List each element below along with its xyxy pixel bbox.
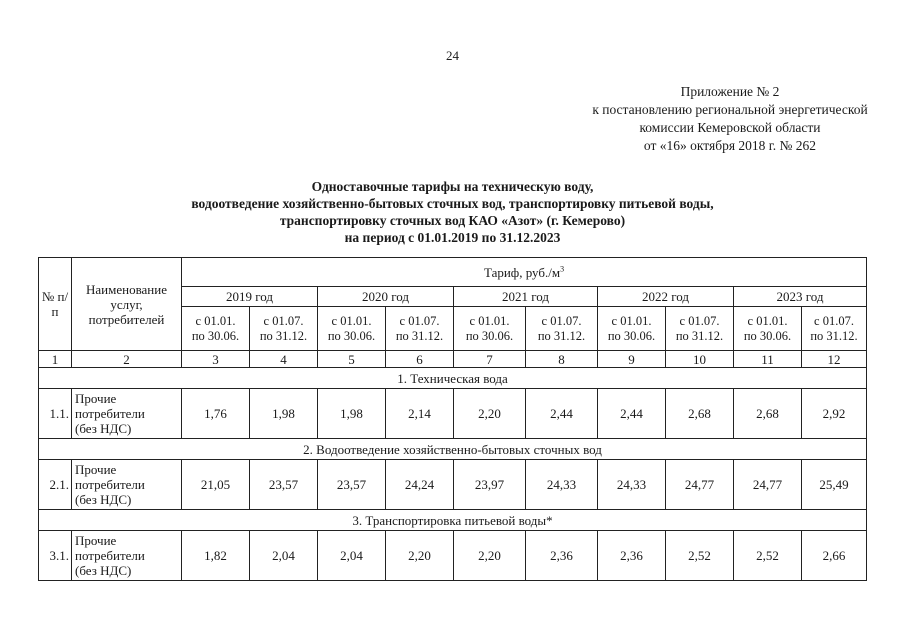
period-line: с 01.07. (399, 313, 440, 328)
tariff-value: 2,52 (734, 531, 802, 581)
tariff-value: 1,76 (182, 389, 250, 439)
column-number: 9 (598, 351, 666, 368)
period-line: с 01.01. (611, 313, 652, 328)
period-header (526, 307, 598, 351)
period-header (734, 307, 802, 351)
row-number: 3.1. (39, 531, 72, 581)
appendix-note (540, 83, 905, 155)
period-line: с 01.01. (469, 313, 510, 328)
period-line: с 01.07. (814, 313, 854, 328)
appendix-line: к постановлению региональной энергетической (592, 102, 868, 117)
tariff-unit-superscript: 3 (560, 264, 565, 274)
tariff-value: 2,20 (454, 389, 526, 439)
period-line: с 01.07. (263, 313, 304, 328)
tariff-value: 2,44 (598, 389, 666, 439)
header-tariff (182, 258, 867, 287)
tariff-value: 24,33 (598, 460, 666, 510)
column-number: 10 (666, 351, 734, 368)
column-number: 4 (250, 351, 318, 368)
tariff-value: 2,66 (802, 531, 867, 581)
column-number: 8 (526, 351, 598, 368)
period-line: с 01.01. (195, 313, 236, 328)
tariff-value: 23,57 (318, 460, 386, 510)
period-line: по 30.06. (743, 328, 792, 343)
row-number: 1.1. (39, 389, 72, 439)
period-header (666, 307, 734, 351)
section-title: 1. Техническая вода (39, 368, 867, 389)
header-no: № п/п (39, 258, 72, 351)
tariff-value: 24,77 (734, 460, 802, 510)
service-name-line: Прочие (75, 533, 117, 548)
year-header: 2023 год (734, 287, 867, 307)
table-row (39, 389, 867, 439)
tariff-value: 2,04 (318, 531, 386, 581)
period-line: по 31.12. (537, 328, 586, 343)
tariff-value: 2,68 (666, 389, 734, 439)
tariff-value: 25,49 (802, 460, 867, 510)
tariff-value: 2,68 (734, 389, 802, 439)
document-title (0, 178, 905, 246)
period-line: с 01.07. (541, 313, 582, 328)
column-number: 1 (39, 351, 72, 368)
column-number: 6 (386, 351, 454, 368)
column-number: 3 (182, 351, 250, 368)
service-name-line: Прочие (75, 462, 117, 477)
tariff-value: 2,14 (386, 389, 454, 439)
period-line: по 31.12. (675, 328, 724, 343)
header-service-name: Наименование услуг, потребителей (72, 258, 182, 351)
tariff-value: 23,97 (454, 460, 526, 510)
period-header (598, 307, 666, 351)
period-line: по 30.06. (191, 328, 240, 343)
period-header (318, 307, 386, 351)
column-number: 12 (802, 351, 867, 368)
tariff-value: 2,20 (386, 531, 454, 581)
row-number: 2.1. (39, 460, 72, 510)
title-line: на период с 01.01.2019 по 31.12.2023 (344, 230, 561, 245)
period-line: по 31.12. (810, 328, 858, 343)
tariff-value: 1,82 (182, 531, 250, 581)
column-number: 2 (72, 351, 182, 368)
appendix-line: комиссии Кемеровской области (639, 120, 821, 135)
page-crop-edge (0, 598, 905, 640)
appendix-line: Приложение № 2 (680, 84, 780, 99)
period-line: с 01.01. (331, 313, 372, 328)
tariff-value: 1,98 (250, 389, 318, 439)
year-header: 2019 год (182, 287, 318, 307)
column-number: 11 (734, 351, 802, 368)
tariff-value: 2,04 (250, 531, 318, 581)
period-line: по 30.06. (327, 328, 376, 343)
service-name (72, 460, 182, 510)
service-name (72, 389, 182, 439)
page-number: 24 (446, 48, 459, 63)
tariff-value: 24,24 (386, 460, 454, 510)
tariff-value: 2,36 (526, 531, 598, 581)
service-name (72, 531, 182, 581)
table-row (39, 460, 867, 510)
period-header (386, 307, 454, 351)
period-header (454, 307, 526, 351)
year-header: 2022 год (598, 287, 734, 307)
service-name-line: (без НДС) (75, 563, 132, 578)
service-name-line: потребители (75, 406, 145, 421)
service-name-line: потребители (75, 548, 145, 563)
service-name-line: (без НДС) (75, 492, 132, 507)
title-line: Одноставочные тарифы на техническую воду, (311, 179, 594, 194)
period-line: с 01.01. (747, 313, 788, 328)
year-header: 2021 год (454, 287, 598, 307)
period-line: по 30.06. (465, 328, 514, 343)
period-line: по 31.12. (259, 328, 308, 343)
tariff-value: 2,92 (802, 389, 867, 439)
tariff-label: Тариф, руб./м (483, 264, 561, 280)
period-line: с 01.07. (679, 313, 720, 328)
period-header (802, 307, 867, 351)
tariff-value: 2,44 (526, 389, 598, 439)
tariff-value: 24,77 (666, 460, 734, 510)
tariff-value: 2,52 (666, 531, 734, 581)
period-line: по 31.12. (395, 328, 444, 343)
title-line: транспортировку сточных вод КАО «Азот» (г. Кемерово) (279, 213, 626, 228)
service-name-line: Прочие (75, 391, 117, 406)
tariff-value: 24,33 (526, 460, 598, 510)
tariff-value: 21,05 (182, 460, 250, 510)
period-header (250, 307, 318, 351)
tariff-value: 2,36 (598, 531, 666, 581)
service-name-line: (без НДС) (75, 421, 132, 436)
tariff-value: 2,20 (454, 531, 526, 581)
section-title: 2. Водоотведение хозяйственно-бытовых сточных вод (39, 439, 867, 460)
table-row (39, 531, 867, 581)
tariff-value: 23,57 (250, 460, 318, 510)
year-header: 2020 год (318, 287, 454, 307)
section-title: 3. Транспортировка питьевой воды* (39, 510, 867, 531)
tariff-table (38, 257, 867, 581)
column-number: 7 (454, 351, 526, 368)
period-header (182, 307, 250, 351)
column-number: 5 (318, 351, 386, 368)
appendix-line: от «16» октября 2018 г. № 262 (643, 138, 817, 153)
period-line: по 30.06. (607, 328, 656, 343)
tariff-value: 1,98 (318, 389, 386, 439)
service-name-line: потребители (75, 477, 145, 492)
title-line: водоотведение хозяйственно-бытовых сточных вод, транспортировку питьевой воды, (191, 196, 714, 211)
